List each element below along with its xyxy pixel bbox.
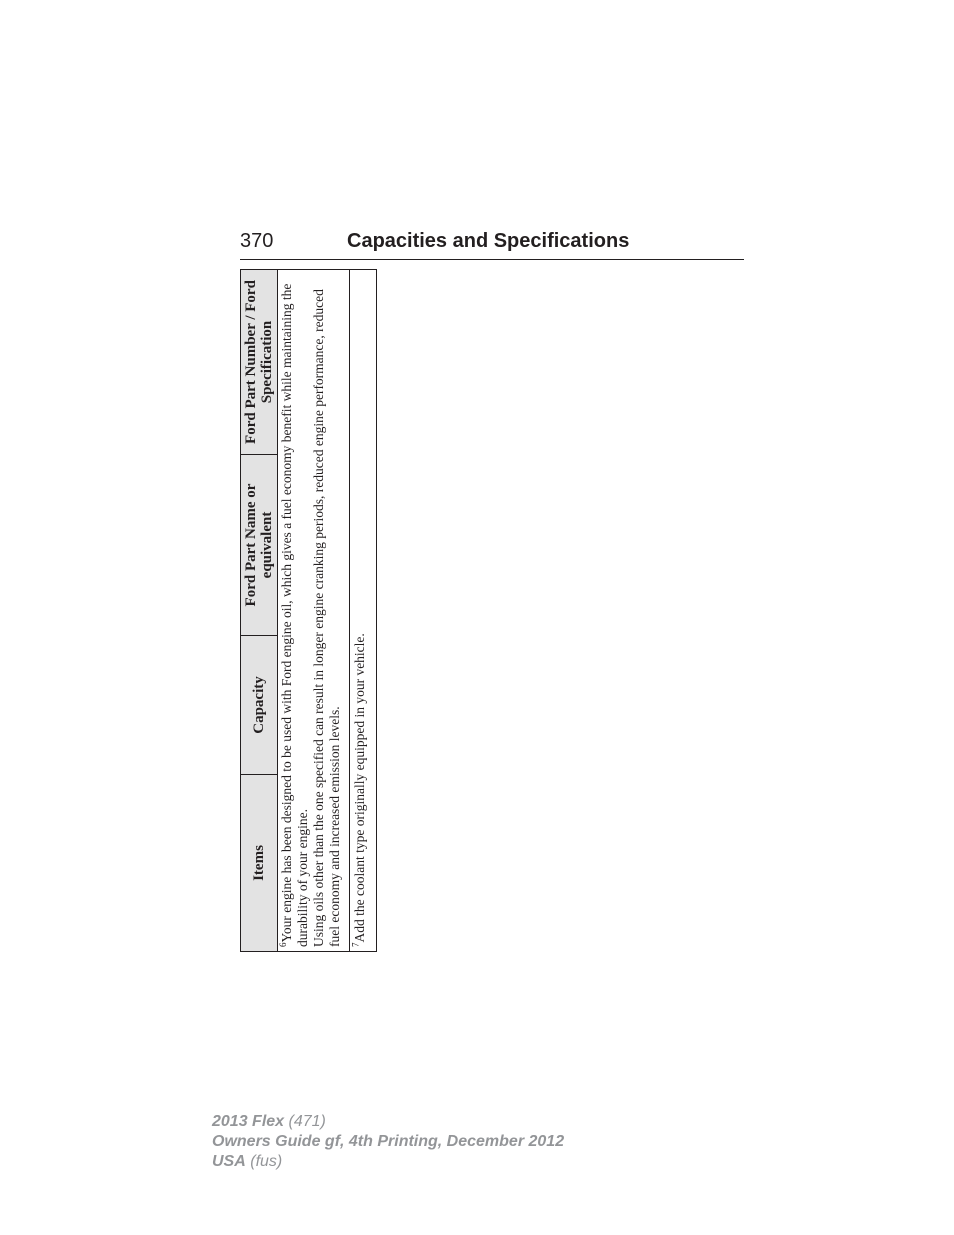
footer-model: 2013 Flex: [212, 1113, 285, 1130]
page-header: [240, 229, 744, 260]
col-header-part-number: Ford Part Number / Ford Specification: [241, 270, 278, 455]
footnote-6-line1: [279, 274, 311, 947]
footnote-6: [278, 270, 350, 952]
rotated-spec-table: [240, 270, 368, 952]
section-title: Capacities and Specifications: [347, 230, 630, 252]
footer-guide: Owners Guide gf, 4th Printing, December 2012: [212, 1133, 565, 1150]
table-row: [278, 270, 350, 952]
page-footer: [212, 1112, 564, 1172]
footnote-7-marker: 7: [350, 942, 361, 947]
table-row: [350, 270, 377, 952]
col-header-part-name: Ford Part Name or equivalent: [241, 455, 278, 636]
spec-table: [240, 269, 377, 952]
footnote-6-text1: Your engine has been designed to be used with Ford engine oil, which gives a fuel economy benefit while maintaining the durability of your engine.: [279, 283, 310, 947]
col-header-items: Items: [241, 775, 278, 952]
footnote-7: [350, 270, 377, 952]
footer-region: USA: [212, 1153, 246, 1170]
footnote-6-marker: 6: [277, 942, 288, 947]
footer-line-model: [212, 1112, 564, 1132]
table-header-row: [241, 270, 278, 952]
page-number: 370: [240, 230, 274, 252]
footnote-7-text: Add the coolant type originally equipped in your vehicle.: [352, 633, 367, 943]
footer-model-code: (471): [288, 1113, 326, 1130]
col-header-capacity: Capacity: [241, 636, 278, 775]
footer-region-code: (fus): [250, 1153, 283, 1170]
footer-line-region: [212, 1152, 564, 1172]
footnote-6-text2: Using oils other than the one specified can result in longer engine cranking periods, reduced engine performance, reduced fuel economy and increased emission levels.: [311, 289, 342, 947]
